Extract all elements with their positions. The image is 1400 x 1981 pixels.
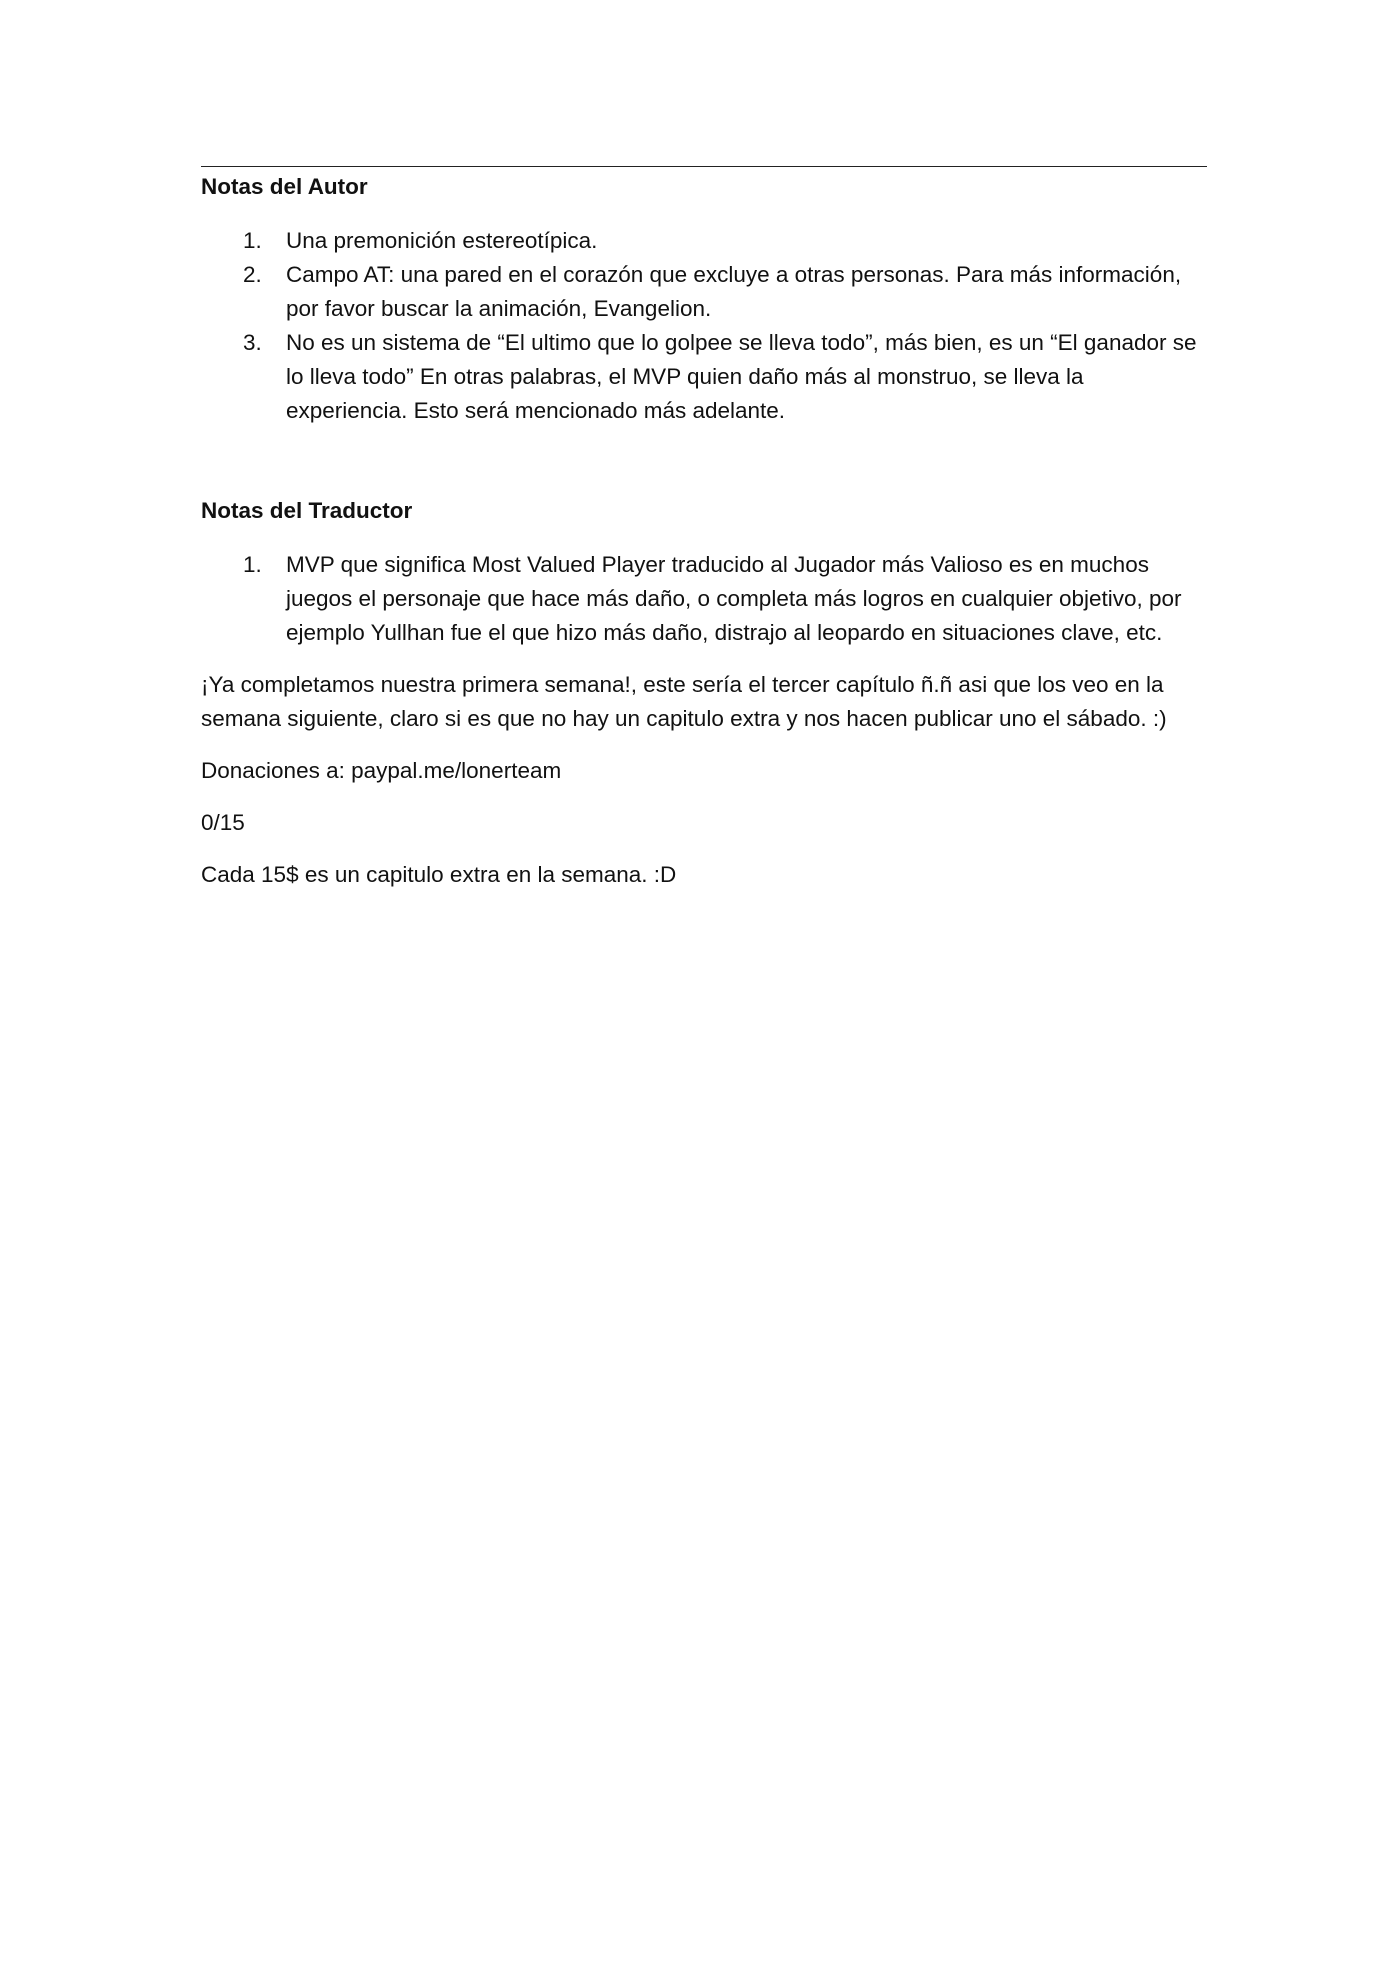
author-note-text: Campo AT: una pared en el corazón que excluye a otras personas. Para más información, por favor buscar la animación, Evangelion. [286,262,1182,321]
document-content [201,170,1207,892]
list-number: 1. [243,552,262,577]
author-note-text: Una premonición estereotípica. [286,228,598,253]
author-note-item [201,258,1207,326]
bonus-chapter-rule: Cada 15$ es un capitulo extra en la semana. :D [201,862,677,887]
list-number: 2. [243,262,262,287]
translator-note-text: MVP que significa Most Valued Player traducido al Jugador más Valioso es en muchos juegos el personaje que hace más daño, o completa más logros en cualquier objetivo, por ejemplo Yullhan fue el que hizo más daño, distrajo al leopardo en situaciones clave, etc. [286,552,1182,645]
author-note-text: No es un sistema de “El ultimo que lo golpee se lleva todo”, más bien, es un “El ganador se lo lleva todo” En otras palabras, el MVP quien daño más al monstruo, se lleva la experiencia. Esto será mencionado más adelante. [286,330,1197,423]
list-number: 1. [243,228,262,253]
translator-notes-section [201,494,1207,650]
author-note-item [201,224,1207,258]
author-notes-section [201,170,1207,428]
donation-progress: 0/15 [201,810,245,835]
donations-link-text: Donaciones a: paypal.me/lonerteam [201,758,562,783]
translator-notes-heading: Notas del Traductor [201,498,413,523]
translator-note-item [201,548,1207,650]
author-notes-list [201,224,1207,428]
top-separator-line [201,166,1207,167]
translator-notes-list [201,548,1207,650]
closing-message: ¡Ya completamos nuestra primera semana!, este sería el tercer capítulo ñ.ñ asi que los veo en la semana siguiente, claro si es que no hay un capitulo extra y nos hacen publicar uno el sábado. :) [201,672,1167,731]
author-note-item [201,326,1207,428]
list-number: 3. [243,330,262,355]
author-notes-heading: Notas del Autor [201,174,368,199]
